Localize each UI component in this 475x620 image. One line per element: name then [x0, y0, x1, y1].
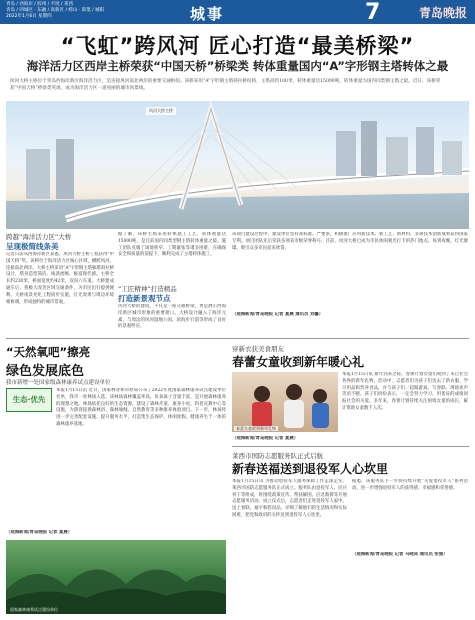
- story3-kicker: 穿新衣获美食朋友: [232, 345, 284, 353]
- story3-body: 本报1月15日讯 新年到来之际，春蕾计划女童们收到了来自社会各界的新年礼物。活动中，志愿者们为孩子们送去了新衣服、学习用品和营养食品，并与孩子们一起做游戏、写春联，现场欢声笑语不断。孩子们纷纷表示，一定会努力学习，用优异的成绩回报社会的关爱。多年来，春蕾计划持续关注困境女童的成长，累计资助女童数千人次。: [342, 372, 468, 411]
- eco-logo-text: 生态·优先: [12, 395, 46, 404]
- divider-1: [6, 338, 469, 339]
- masthead-bar: [0, 0, 475, 24]
- story4-kicker: 莱西市国防志愿服务队正式启航: [232, 452, 323, 460]
- story2-byline: （观海新闻/青岛晚报 记者 夏晨）: [6, 530, 73, 535]
- girls-illustration: [232, 372, 338, 432]
- story4-headline: 新春送福送到退役军人心坎里: [232, 462, 389, 476]
- story2-subhead: 我市新增一处国家级森林康养试点建设单位: [6, 380, 111, 386]
- girls-photo: [232, 372, 338, 432]
- masthead-line-2: 青岛 / 四城区 · 东融 / 高新区 / 崂山 · 即墨 / 城阳: [6, 8, 105, 13]
- bridge-photo: [6, 101, 469, 229]
- lead-col2-body-2: 风河大桥的建成，不仅是一座交通桥梁，更是展示西海岸新区城市形象的重要窗口。大桥设计融入了海洋元素，与周边的风河湿地公园、滨海步行道等形成了良好的景观呼应。: [118, 304, 226, 330]
- lead-byline: （观海新闻/青岛晚报 记者 夏晨 通讯员 刘馨）: [232, 312, 324, 317]
- forest-illustration: [6, 540, 226, 614]
- story4-byline: （观海新闻/青岛晚报 记者 马晓宾 通讯员 张强）: [352, 552, 448, 557]
- forest-photo-caption: 国家森林康养试点建设单位: [10, 606, 58, 612]
- masthead-meta: [6, 2, 104, 20]
- lead-col1-body: 记者日前从西海岸新区获悉，风河大桥主桥工程获得“中国天桥”奖。该桥位于海洋活力区核心区域，横跨风河，连接南北两岸。大桥主桥采用“A”字形钢主塔独塔斜拉桥设计，塔身造型简洁，线条流畅，极富现代感。主桥全长约230米，桥面宽度约42米，双向六车道。大桥建成通车后，将极大改善区域交通条件，为市民出行提供便利。大桥夜景亮化工程同步实施，灯光效果与周边环境相协调，形成独特的城市景观。: [6, 252, 114, 305]
- newspaper-brand: 青岛晚报: [418, 6, 467, 20]
- story2-kicker: “天然氧吧”擦亮: [6, 345, 91, 359]
- story2-headline: 绿色发展底色: [6, 364, 85, 379]
- story2-body: 本报1月15日讯 近日，国家林业和草原局公布了2022年度国家森林康养试点建设单位名单，我市一处林场入选。该林场森林覆盖率高，负氧离子含量丰富，是开展森林康养的理想之地。林场依托良好的生态资源，建设了森林步道、康养小屋、科普宣教中心等设施，为游客提供森林浴、森林瑜伽、自然教育等多种康养体验项目。下一步，林场将进一步完善配套设施，提升服务水平，打造集生态保护、休闲度假、健康养生于一体的森林康养基地。: [56, 388, 226, 427]
- lead-col2-kicker: “工匠精神”打造精品: [118, 285, 177, 293]
- page-number: 7: [365, 0, 381, 25]
- masthead-line-1: 青岛 / 西海岸 / 胶州 / 平度 / 莱西: [6, 2, 74, 7]
- lead-intro: 风河大桥主桥位于青岛西海岸新区海洋活力区，是连接风河南北两岸的重要交通枢纽。该桥采用“A”字形钢主塔斜拉桥结构，主塔高约100米，转体重量达15000吨，转体重量为国内同类钢主塔之最。近日，该桥荣获“中国天桥”桥梁类奖项，成为海洋活力区一道亮丽的城市风景线。: [10, 79, 441, 91]
- divider-2: [232, 446, 469, 447]
- story4-body: 本报1月15日讯 为推动退役军人服务保障工作走深走实，莱西市国防志愿服务队正式成立。服务队由退役军人、民兵骨干等组成，将围绕政策宣传、帮扶解困、应急救援等开展志愿服务活动。成立仪式后，志愿者们走进退役军人家中，送上春联、福字和慰问品，详细了解他们的生活情况和实际困难，把党和政府的关怀送到退役军人心坎里。: [232, 479, 347, 518]
- bridge-illustration: [6, 101, 469, 229]
- girls-photo-caption: 春蕾女童收到新年礼物: [236, 425, 276, 431]
- lead-col2-body: 据了解，该桥主塔采用转体施工工艺，转体重量达15000吨，是目前国内同类型钢主塔转体重量之最。施工团队克服了场地狭窄、工期紧张等诸多困难，在确保安全和质量的前提下，顺利完成了主塔转体施工。: [118, 232, 226, 258]
- bridge-photo-caption: 风河大桥主桥: [146, 107, 176, 115]
- story3-byline: （观海新闻/青岛晚报 记者 夏晨）: [232, 436, 299, 441]
- lead-col2-heading: 打造新景观节点: [118, 294, 171, 303]
- eco-logo: [6, 388, 52, 412]
- lead-col1-kicker: 跨越“海洋活力区”大桥: [6, 233, 72, 241]
- story3-headline: 春蕾女童收到新年暖心礼: [232, 355, 365, 369]
- lead-subhead: 海洋活力区西岸主桥荣获“中国天桥”桥梁类 转体重量国内“A”字形钢主塔转体之最: [26, 59, 449, 73]
- lead-col3-body: 该项目建设过程中，建设单位坚持高标准、严要求，积极推广应用新技术、新工艺、新材料，多项技术创新成果获得国家专利。项目团队先后荣获多项省市级荣誉称号。目前，风河大桥已成为市民休闲观光打卡的热门地点，每到夜晚，灯光璀璨，吸引众多市民前来欣赏。: [232, 232, 468, 251]
- masthead-date: 2022年1月6日 星期四: [6, 14, 52, 19]
- lead-headline: “飞虹”跨风河 匠心打造“最美桥梁”: [60, 34, 415, 58]
- section-title: 城事: [190, 5, 225, 23]
- lead-col1-heading: 呈现极简线条美: [6, 242, 59, 251]
- forest-photo: [6, 540, 226, 614]
- story4-body-2: 据悉，该服务队下一步将持续开展“关爱退役军人”系列活动，进一步增强退役军人的获得感、幸福感和荣誉感。: [352, 479, 468, 491]
